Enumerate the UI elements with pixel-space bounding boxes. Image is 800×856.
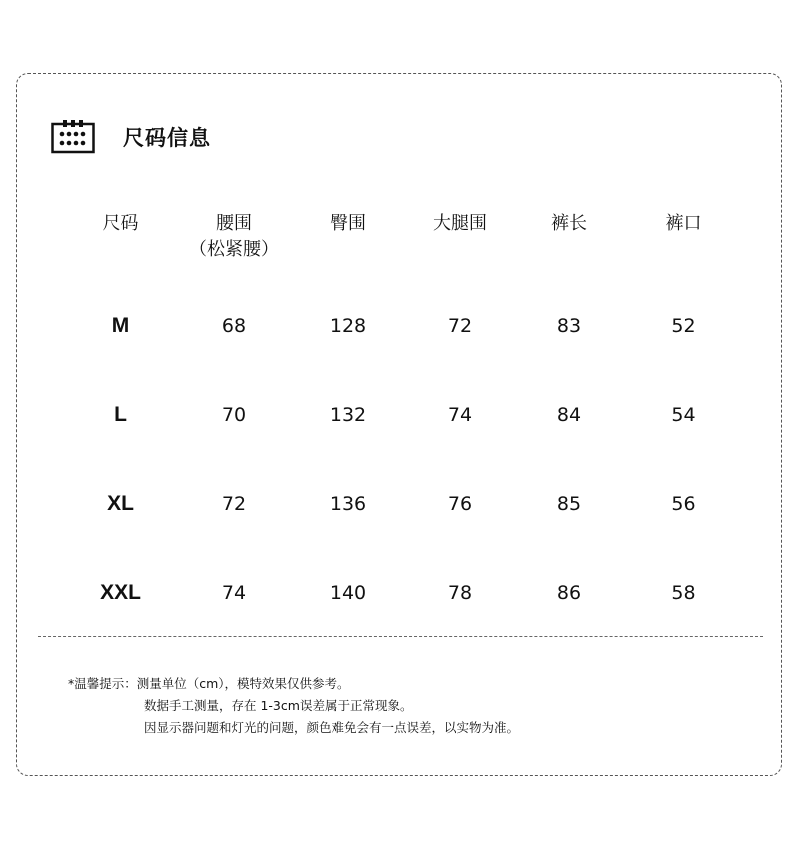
- header-hem: 裤口: [665, 213, 702, 234]
- table-row: [63, 459, 743, 548]
- table-cell: 72: [447, 314, 473, 337]
- table-cell: 136: [329, 492, 367, 515]
- page-title: 尺码信息: [123, 126, 211, 150]
- table-cell: 128: [329, 314, 367, 337]
- table-cell: 54: [671, 403, 696, 426]
- note-line: *温馨提示：测量单位（cm），模特效果仅供参考。: [68, 676, 350, 691]
- table-cell: 74: [221, 581, 247, 604]
- table-cell: 83: [556, 314, 582, 337]
- calendar-icon: [51, 120, 95, 154]
- size-label: XXL: [100, 580, 141, 604]
- header-thigh: 大腿围: [433, 213, 487, 234]
- table-cell: 78: [447, 581, 473, 604]
- table-cell: 140: [329, 581, 367, 604]
- title-row: [51, 117, 211, 157]
- note-line: 数据手工测量，存在 1-3cm误差属于正常现象。: [144, 698, 413, 713]
- header-size: 尺码: [102, 213, 139, 234]
- table-cell: 76: [447, 492, 473, 515]
- table-cell: 74: [447, 403, 473, 426]
- header-hip: 臀围: [330, 213, 366, 234]
- size-table: [63, 205, 743, 637]
- table-cell: 56: [671, 492, 696, 515]
- note-line: 因显示器问题和灯光的问题，颜色难免会有一点误差，以实物为准。: [144, 720, 520, 735]
- size-label: XL: [107, 491, 134, 515]
- notes-block: [68, 673, 519, 739]
- table-cell: 84: [556, 403, 582, 426]
- header-waist-note: （松紧腰）: [189, 239, 279, 260]
- size-label: L: [114, 402, 127, 426]
- table-cell: 52: [671, 314, 696, 337]
- table-row: [63, 281, 743, 370]
- table-header-row: [63, 205, 743, 281]
- table-cell: 132: [329, 403, 367, 426]
- header-waist: 腰围 （松紧腰）: [178, 205, 290, 281]
- table-row: [63, 370, 743, 459]
- table-cell: 85: [556, 492, 582, 515]
- section-divider: [38, 636, 763, 637]
- table-cell: 72: [221, 492, 247, 515]
- table-cell: 68: [221, 314, 247, 337]
- header-length: 裤长: [551, 213, 587, 234]
- size-label: M: [111, 313, 130, 337]
- table-row: [63, 548, 743, 637]
- table-cell: 58: [671, 581, 696, 604]
- table-cell: 86: [556, 581, 582, 604]
- table-cell: 70: [221, 403, 247, 426]
